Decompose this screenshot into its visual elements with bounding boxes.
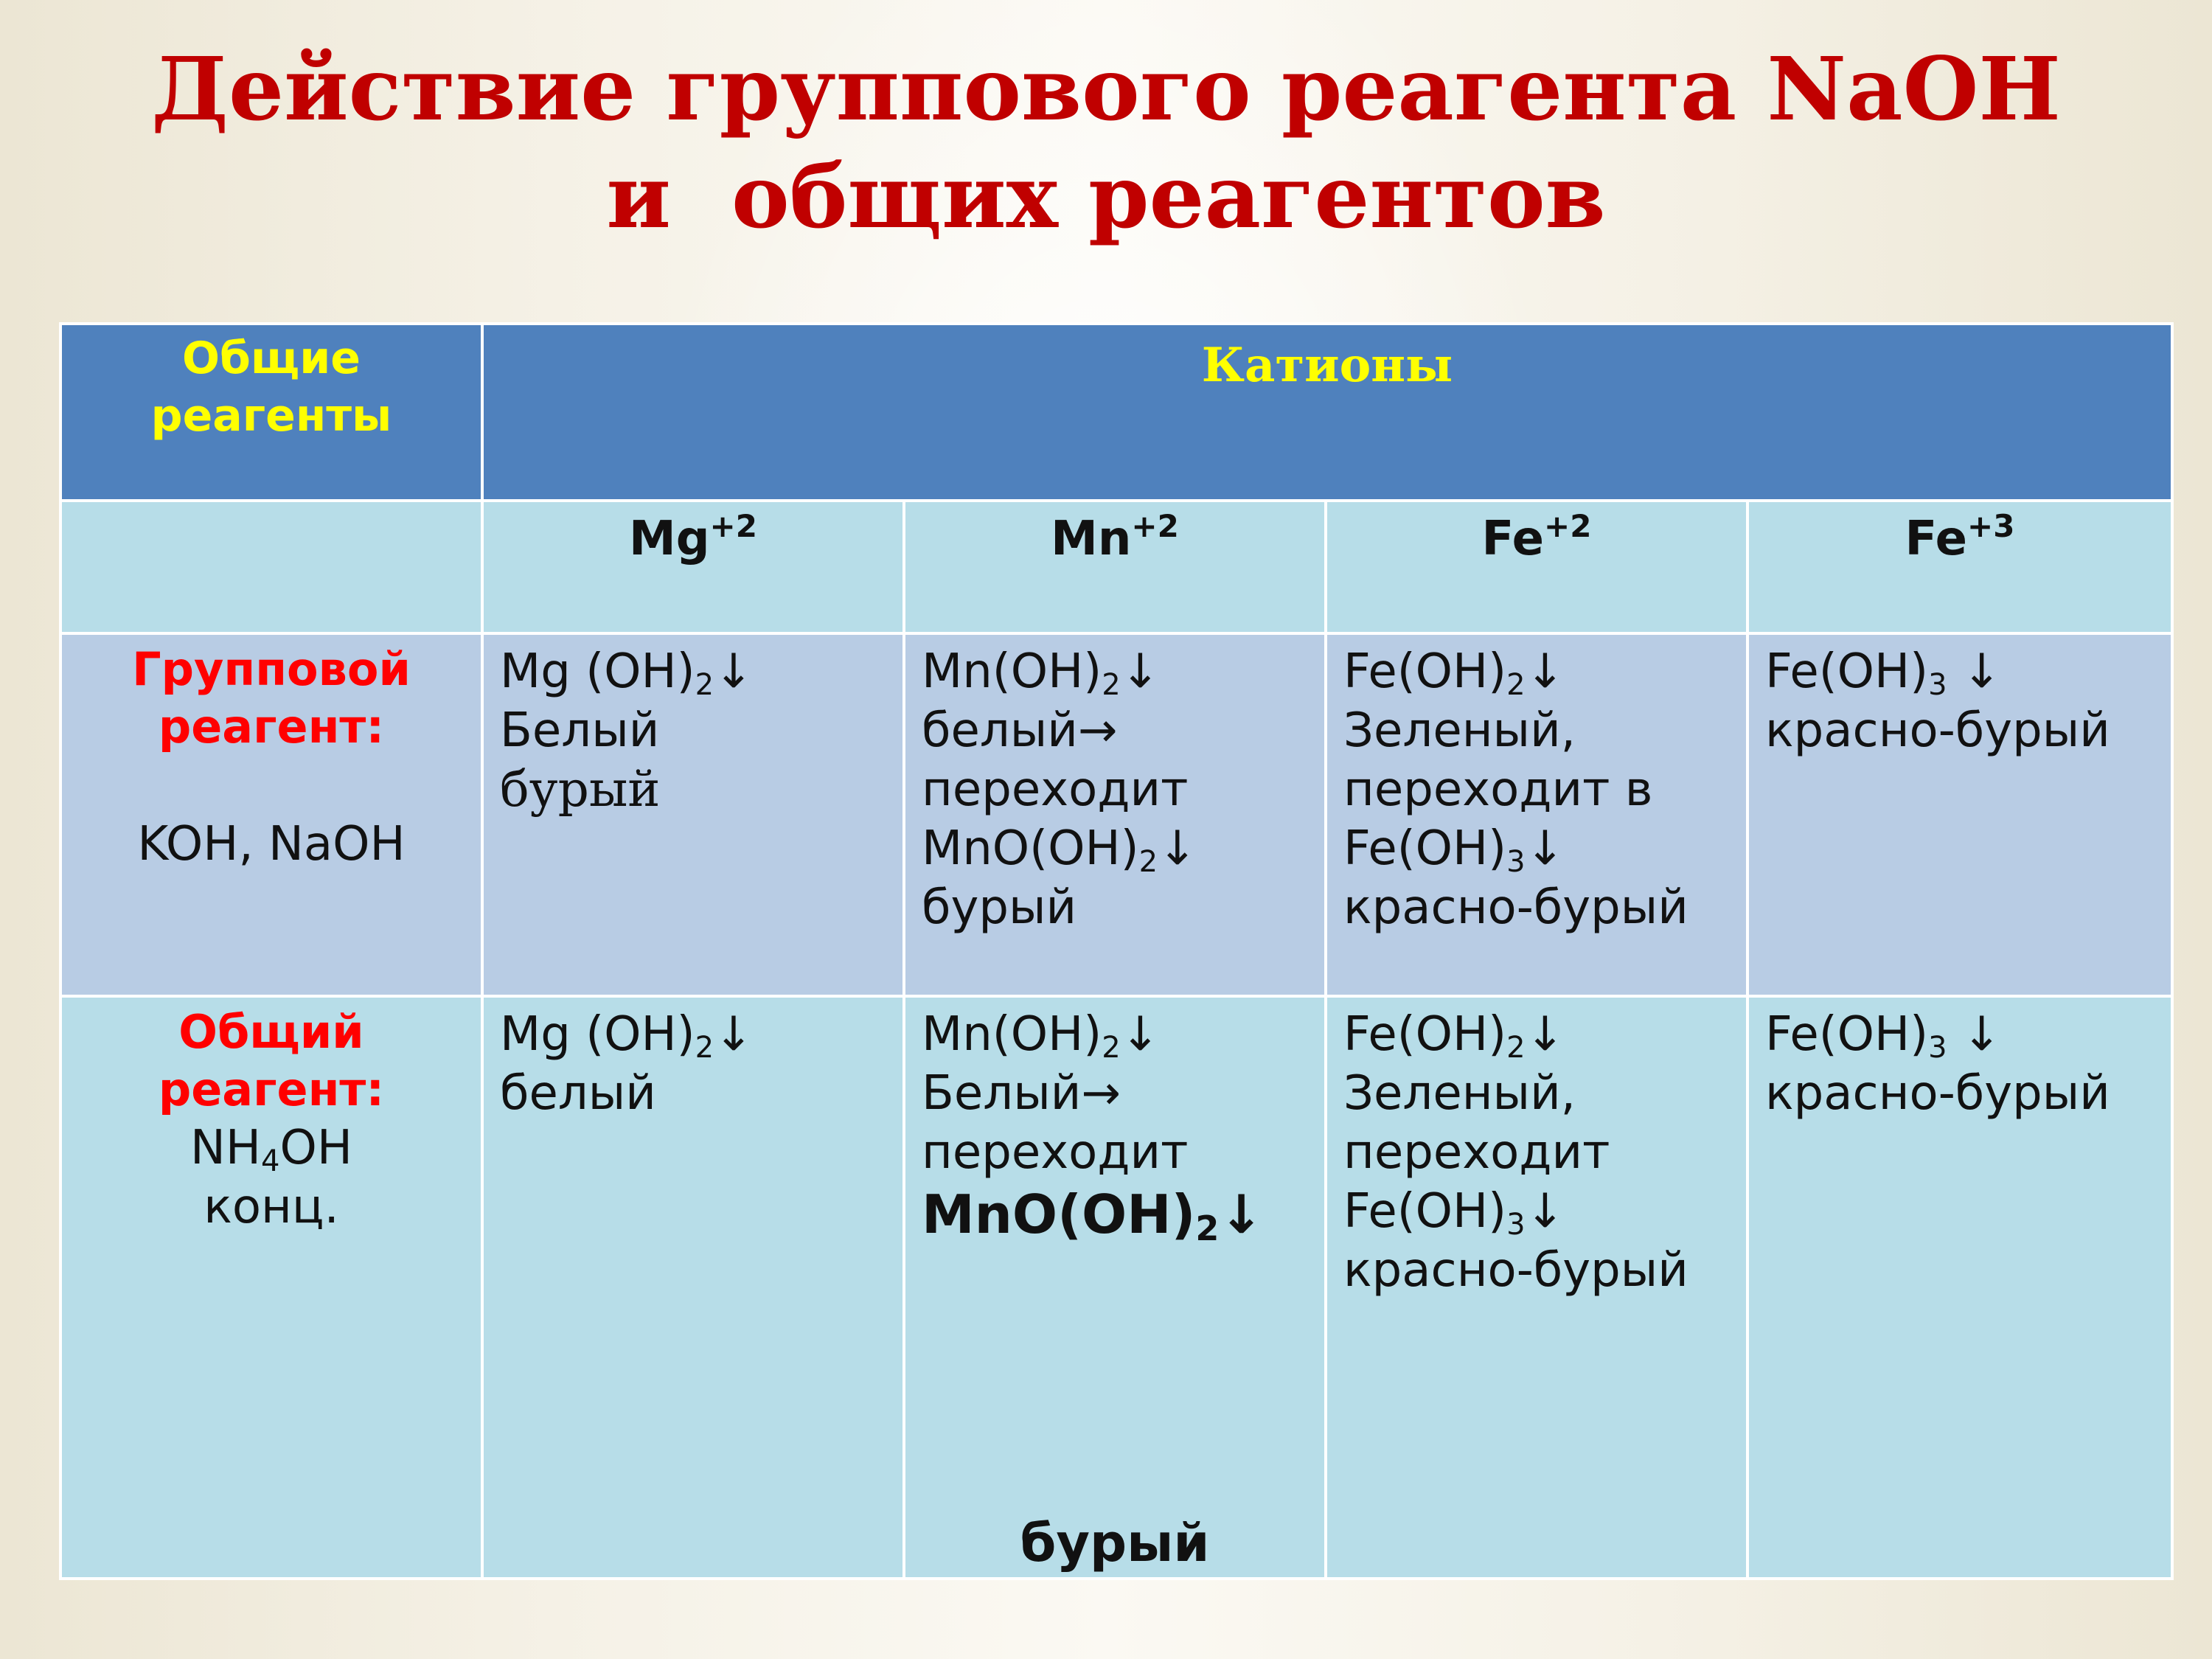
- general-mg-formula-sub: 2: [695, 1031, 714, 1065]
- group-fe2-cell: [1326, 633, 1747, 996]
- cation-fe3-cell: [1747, 501, 2172, 633]
- group-mg-color: Белый: [500, 703, 660, 758]
- cation-mn-cell: [904, 501, 1326, 633]
- group-mn-cell: [904, 633, 1326, 996]
- group-mn-color-2: бурый: [922, 880, 1077, 935]
- group-mn-formula: Mn(OH): [922, 644, 1102, 699]
- group-mg-arrow: ↓: [714, 644, 754, 699]
- general-mn-arrow: ↓: [1120, 1007, 1161, 1062]
- general-reagent-nh: NH: [190, 1121, 262, 1175]
- group-mg-formula-sub: 2: [695, 668, 714, 702]
- group-fe2-formula-2: Fe(OH): [1343, 821, 1507, 876]
- group-mn-formula-2: MnO(OH): [922, 821, 1139, 876]
- cation-mn-charge: +2: [1131, 508, 1179, 544]
- cation-row-empty-cell: [60, 501, 482, 633]
- general-reagent-formula: [69, 1119, 473, 1178]
- group-fe3-color: красно-бурый: [1765, 703, 2110, 758]
- cation-mg-cell: [482, 501, 904, 633]
- general-fe2-color-2: красно-бурый: [1343, 1243, 1688, 1298]
- group-fe3-formula-sub: 3: [1928, 668, 1947, 702]
- cation-row: [60, 501, 2172, 633]
- general-fe2-cell: [1326, 996, 1747, 1579]
- general-mg-formula: Mg (OH): [500, 1007, 695, 1062]
- group-fe2-formula: Fe(OH): [1343, 644, 1507, 699]
- group-fe3-cell: [1747, 633, 2172, 996]
- header-cations: Катионы: [1201, 338, 1453, 393]
- general-fe2-formula-2: Fe(OH): [1343, 1184, 1507, 1239]
- group-fe2-formula-sub: 2: [1506, 668, 1526, 702]
- cation-fe2-cell: [1326, 501, 1747, 633]
- group-mg-formula: Mg (OH): [500, 644, 695, 699]
- general-fe2-formula-sub: 2: [1506, 1031, 1526, 1065]
- general-fe2-transition: переходит: [1343, 1125, 1610, 1180]
- general-fe2-formula-2-sub: 3: [1506, 1208, 1526, 1242]
- cation-fe3-symbol: Fe: [1905, 512, 1968, 566]
- general-fe2-color: Зеленый,: [1343, 1066, 1576, 1121]
- general-fe3-arrow: ↓: [1947, 1007, 2002, 1062]
- cation-mn-symbol: Mn: [1051, 512, 1132, 566]
- general-mn-color: Белый→: [922, 1066, 1121, 1121]
- group-fe2-transition: переходит в: [1343, 762, 1653, 817]
- general-reagent-label-cell: [60, 996, 482, 1579]
- group-fe3-formula: Fe(OH): [1765, 644, 1929, 699]
- group-reagent-names: KOH, NaOH: [137, 817, 406, 872]
- header-reagents-cell: [60, 324, 482, 501]
- group-mn-formula-sub: 2: [1102, 668, 1121, 702]
- group-mn-formula-2-sub: 2: [1138, 845, 1158, 879]
- general-mn-formula-sub: 2: [1102, 1031, 1121, 1065]
- group-reagent-row: [60, 633, 2172, 996]
- general-fe2-arrow: ↓: [1525, 1007, 1565, 1062]
- group-mg-cell: [482, 633, 904, 996]
- cation-mg-charge: +2: [709, 508, 757, 544]
- group-reagent-label-cell: [60, 633, 482, 996]
- group-fe2-arrow: ↓: [1525, 644, 1565, 699]
- general-fe2-arrow-2: ↓: [1525, 1184, 1565, 1239]
- general-mn-formula-2-sub: 2: [1195, 1208, 1220, 1248]
- cation-fe2-symbol: Fe: [1481, 512, 1545, 566]
- group-mg-color-2: бурый: [500, 761, 661, 818]
- general-mg-cell: [482, 996, 904, 1579]
- group-fe2-formula-2-sub: 3: [1506, 845, 1526, 879]
- general-fe3-formula-sub: 3: [1928, 1031, 1947, 1065]
- general-fe2-formula: Fe(OH): [1343, 1007, 1507, 1062]
- header-reagents-line1: Общие: [182, 333, 361, 384]
- general-fe3-formula: Fe(OH): [1765, 1007, 1929, 1062]
- group-reagent-label-line2: реагент:: [158, 700, 385, 754]
- title-line-2: и общих реагентов: [606, 145, 1606, 248]
- general-reagent-label-line2: реагент:: [158, 1062, 385, 1116]
- header-reagents-line2: реагенты: [150, 390, 392, 442]
- group-mn-color: белый→: [922, 703, 1118, 758]
- slide-title: [0, 35, 2212, 251]
- general-reagent-oh: OH: [279, 1121, 352, 1175]
- general-mg-arrow: ↓: [714, 1007, 754, 1062]
- group-fe2-color: Зеленый,: [1343, 703, 1576, 758]
- general-reagent-label-line1: Общий: [178, 1005, 364, 1059]
- general-mg-color: белый: [500, 1066, 656, 1121]
- general-fe3-cell: [1747, 996, 2172, 1579]
- general-reagent-conc: конц.: [204, 1180, 339, 1234]
- group-fe2-arrow-2: ↓: [1525, 821, 1565, 876]
- group-mn-arrow: ↓: [1120, 644, 1161, 699]
- general-mn-formula-2: MnO(OH): [922, 1183, 1196, 1245]
- general-reagent-row: [60, 996, 2172, 1579]
- group-fe3-arrow: ↓: [1947, 644, 2002, 699]
- group-mn-transition: переходит: [922, 762, 1189, 817]
- title-line-1: Действие группового реагента NaOH: [151, 38, 2061, 140]
- group-mn-arrow-2: ↓: [1158, 821, 1197, 876]
- cation-fe3-charge: +3: [1967, 508, 2015, 544]
- general-mn-color-2: бурый: [1020, 1513, 1210, 1573]
- header-cations-cell: [482, 324, 2172, 501]
- general-reagent-nh-sub: 4: [261, 1144, 280, 1178]
- group-reagent-label-line1: Групповой: [132, 642, 411, 696]
- reagents-table: [59, 322, 2174, 1580]
- group-fe2-color-2: красно-бурый: [1343, 880, 1688, 935]
- general-mn-formula: Mn(OH): [922, 1007, 1102, 1062]
- general-mn-transition: переходит: [922, 1125, 1189, 1180]
- general-mn-cell: [904, 996, 1326, 1579]
- header-row: [60, 324, 2172, 501]
- general-fe3-color: красно-бурый: [1765, 1066, 2110, 1121]
- general-mn-arrow-2: ↓: [1219, 1183, 1264, 1245]
- cation-mg-symbol: Mg: [629, 512, 710, 566]
- cation-fe2-charge: +2: [1544, 508, 1592, 544]
